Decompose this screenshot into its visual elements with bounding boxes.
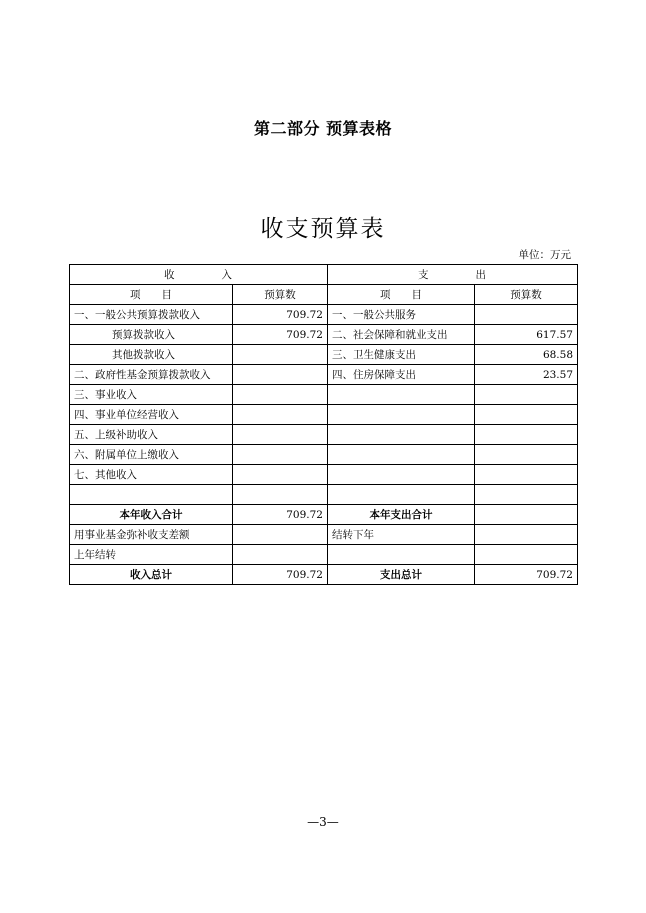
- expense-subtotal-label: 本年支出合计: [328, 505, 475, 525]
- income-item: 预算拨款收入: [70, 325, 233, 345]
- table-row: [70, 465, 578, 485]
- income-total-value: 709.72: [233, 565, 328, 585]
- expense-value: [475, 385, 578, 405]
- income-item: 四、事业单位经营收入: [70, 405, 233, 425]
- expense-amount-header: 预算数: [475, 285, 578, 305]
- income-item: 上年结转: [70, 545, 233, 565]
- income-item: 一、一般公共预算拨款收入: [70, 305, 233, 325]
- subtotal-row: [70, 505, 578, 525]
- income-amount-header: 预算数: [233, 285, 328, 305]
- expense-item: [328, 545, 475, 565]
- income-item: 七、其他收入: [70, 465, 233, 485]
- income-item: 五、上级补助收入: [70, 425, 233, 445]
- expense-value: 617.57: [475, 325, 578, 345]
- income-item: 用事业基金弥补收支差额: [70, 525, 233, 545]
- income-item: 六、附属单位上缴收入: [70, 445, 233, 465]
- column-header-row: [70, 285, 578, 305]
- expense-item: 二、社会保障和就业支出: [328, 325, 475, 345]
- total-row: [70, 565, 578, 585]
- income-value: 709.72: [233, 325, 328, 345]
- expense-item: 四、住房保障支出: [328, 365, 475, 385]
- income-value: [233, 545, 328, 565]
- expense-item: 一、一般公共服务: [328, 305, 475, 325]
- table-row: [70, 385, 578, 405]
- expense-value: [475, 405, 578, 425]
- expense-item: 结转下年: [328, 525, 475, 545]
- expense-item: [328, 485, 475, 505]
- income-value: [233, 365, 328, 385]
- income-value: [233, 525, 328, 545]
- expense-value: [475, 465, 578, 485]
- income-subtotal-value: 709.72: [233, 505, 328, 525]
- expense-value: [475, 425, 578, 445]
- unit-label: 单位：万元: [518, 249, 571, 261]
- expense-item: [328, 445, 475, 465]
- table-row: [70, 525, 578, 545]
- income-item: 其他拨款收入: [70, 345, 233, 365]
- expense-item: [328, 385, 475, 405]
- section-title: 第二部分 预算表格: [253, 119, 393, 138]
- expense-value: [475, 545, 578, 565]
- income-total-label: 收入总计: [70, 565, 233, 585]
- income-value: [233, 385, 328, 405]
- income-value: [233, 445, 328, 465]
- table-row: [70, 425, 578, 445]
- table-row: [70, 405, 578, 425]
- income-subtotal-label: 本年收入合计: [70, 505, 233, 525]
- income-value: [233, 465, 328, 485]
- expense-value: [475, 485, 578, 505]
- income-item: 三、事业收入: [70, 385, 233, 405]
- expense-total-value: 709.72: [475, 565, 578, 585]
- expense-value: 68.58: [475, 345, 578, 365]
- expense-value: [475, 525, 578, 545]
- table-row: [70, 445, 578, 465]
- group-header-row: [70, 265, 578, 285]
- income-item-header: 项 目: [70, 285, 233, 305]
- income-value: 709.72: [233, 305, 328, 325]
- income-value: [233, 485, 328, 505]
- income-value: [233, 345, 328, 365]
- expense-item-header: 项 目: [328, 285, 475, 305]
- expense-total-label: 支出总计: [328, 565, 475, 585]
- table-row: [70, 545, 578, 565]
- table-row: [70, 365, 578, 385]
- table-row: [70, 325, 578, 345]
- expense-value: 23.57: [475, 365, 578, 385]
- expense-value: [475, 445, 578, 465]
- budget-table: [69, 264, 578, 585]
- expense-group-header: 支 出: [328, 265, 578, 285]
- expense-item: [328, 425, 475, 445]
- table-row: [70, 305, 578, 325]
- income-item: [70, 485, 233, 505]
- table-row: [70, 485, 578, 505]
- income-value: [233, 405, 328, 425]
- page-number: —3—: [307, 815, 339, 829]
- table-title: 收支预算表: [260, 216, 386, 242]
- expense-item: 三、卫生健康支出: [328, 345, 475, 365]
- table-row: [70, 345, 578, 365]
- expense-item: [328, 405, 475, 425]
- expense-item: [328, 465, 475, 485]
- expense-value: [475, 305, 578, 325]
- income-item: 二、政府性基金预算拨款收入: [70, 365, 233, 385]
- income-group-header: 收 入: [70, 265, 328, 285]
- income-value: [233, 425, 328, 445]
- expense-subtotal-value: [475, 505, 578, 525]
